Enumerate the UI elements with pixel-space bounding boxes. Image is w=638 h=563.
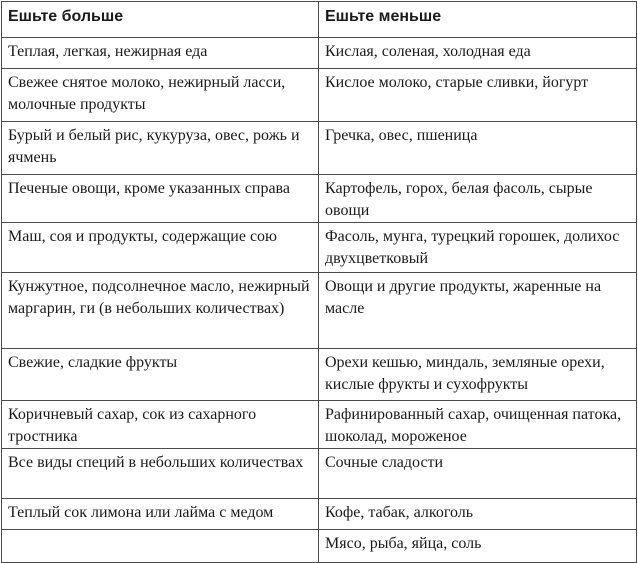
- table-header: [2, 2, 637, 38]
- eat-less-cell: Мясо, рыба, яйца, соль: [319, 530, 637, 563]
- table-row: [2, 449, 637, 499]
- eat-less-cell: Орехи кешью, миндаль, земляные орехи, кислые фрукты и сухофрукты: [319, 349, 637, 401]
- eat-less-cell: Рафинированный сахар, очищенная патока, шоколад, мороженое: [319, 401, 637, 449]
- eat-less-cell: Кислая, соленая, холодная еда: [319, 38, 637, 69]
- table-row: [2, 349, 637, 401]
- eat-less-header: Ешьте меньше: [319, 2, 637, 38]
- eat-more-cell: Бурый и белый рис, кукуруза, овес, рожь и ячмень: [2, 122, 319, 175]
- table-row: [2, 38, 637, 69]
- table-row: [2, 499, 637, 530]
- eat-more-cell: Все виды специй в небольших количествах: [2, 449, 319, 499]
- eat-less-cell: Сочные сладости: [319, 449, 637, 499]
- table-row: [2, 223, 637, 273]
- table-row: [2, 122, 637, 175]
- eat-less-cell: Кислое молоко, старые сливки, йогурт: [319, 69, 637, 122]
- eat-less-cell: Картофель, горох, белая фасоль, сырые овощи: [319, 175, 637, 223]
- header-row: [2, 2, 637, 38]
- eat-more-cell: [2, 530, 319, 563]
- eat-less-cell: Гречка, овес, пшеница: [319, 122, 637, 175]
- eat-less-cell: Фасоль, мунга, турецкий горошек, долихос двухцветковый: [319, 223, 637, 273]
- eat-more-cell: Теплый сок лимона или лайма с медом: [2, 499, 319, 530]
- eat-more-header: Ешьте больше: [2, 2, 319, 38]
- eat-more-cell: Печеные овощи, кроме указанных справа: [2, 175, 319, 223]
- table-body: [2, 38, 637, 563]
- eat-less-cell: Кофе, табак, алкоголь: [319, 499, 637, 530]
- table-row: [2, 175, 637, 223]
- eat-more-cell: Коричневый сахар, сок из сахарного тростника: [2, 401, 319, 449]
- eat-more-cell: Свежее снятое молоко, нежирный ласси, молочные продукты: [2, 69, 319, 122]
- eat-more-cell: Теплая, легкая, нежирная еда: [2, 38, 319, 69]
- eat-less-cell: Овощи и другие продукты, жаренные на масле: [319, 273, 637, 349]
- table-row: [2, 401, 637, 449]
- table-row: [2, 530, 637, 563]
- eat-more-cell: Свежие, сладкие фрукты: [2, 349, 319, 401]
- eat-more-cell: Кунжутное, подсолнечное масло, нежирный маргарин, ги (в небольших количествах): [2, 273, 319, 349]
- eat-more-cell: Маш, соя и продукты, содержащие сою: [2, 223, 319, 273]
- diet-table: [1, 1, 637, 563]
- table-row: [2, 273, 637, 349]
- table-row: [2, 69, 637, 122]
